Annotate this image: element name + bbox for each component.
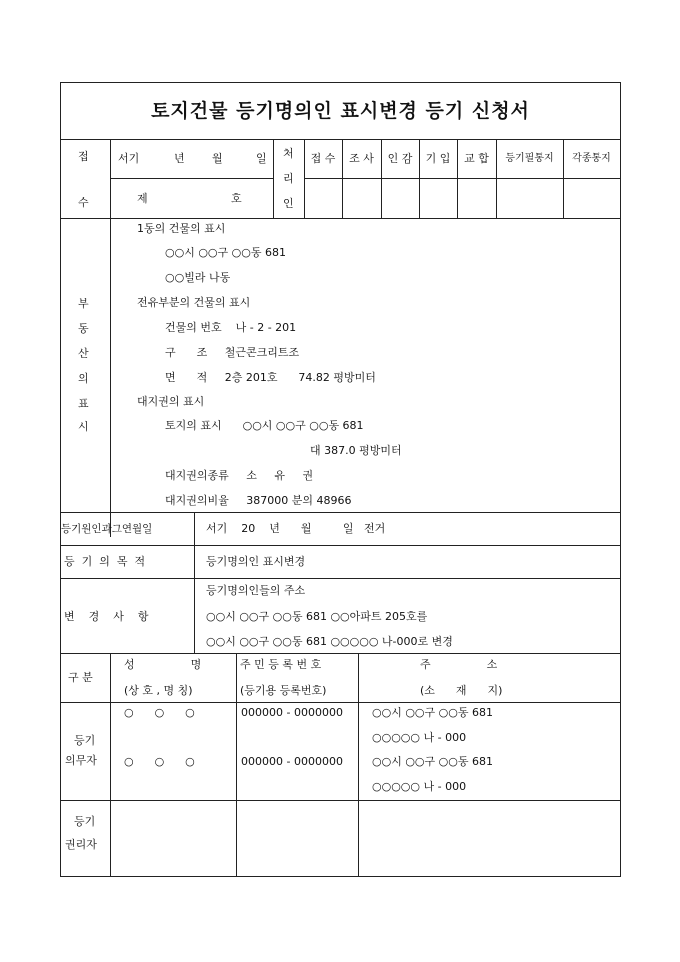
property-line: 대지권의 표시: [137, 395, 205, 408]
rule: [194, 512, 195, 653]
rule: [60, 800, 621, 801]
property-side-3: 산: [78, 347, 89, 360]
changes-label: 변 경 사 항: [64, 610, 149, 623]
name-header-bottom: (상 호 , 명 칭): [124, 684, 193, 697]
obligor-address-detail: ○○○○○ 나 - 000: [372, 780, 467, 793]
obligor-label-2: 의무자: [65, 754, 97, 767]
rule: [304, 178, 620, 179]
changes-line: ○○시 ○○구 ○○동 681 ○○○○○ 나-000로 변경: [206, 635, 453, 648]
property-line: 건물의 번호 나 - 2 - 201: [165, 321, 297, 334]
changes-line: 등기명의인들의 주소: [206, 584, 306, 597]
id-header-bottom: (등기용 등록번호): [240, 684, 327, 697]
property-line: 면 적 2층 201호 74.82 평방미터: [165, 371, 376, 384]
property-side-1: 부: [78, 297, 89, 310]
rule: [60, 218, 621, 219]
property-side-2: 동: [78, 322, 89, 335]
property-side-5: 표: [78, 397, 89, 410]
addr-header-top: 주 소: [420, 658, 498, 671]
property-line: 대지권의비율 387000 분의 48966: [165, 494, 352, 507]
property-line: 토지의 표시 ○○시 ○○구 ○○동 681: [165, 419, 364, 432]
property-line: ○○빌라 나동: [165, 271, 231, 284]
parties-division-label: 구 분: [68, 671, 93, 684]
number-ho: 호: [231, 192, 242, 205]
form-title: 토지건물 등기명의인 표시변경 등기 신청서: [151, 100, 530, 122]
rule: [273, 139, 274, 218]
date-year: 년: [174, 152, 185, 165]
col-seal: 인 감: [387, 152, 413, 165]
rule: [110, 178, 273, 179]
handler-label-3: 인: [283, 197, 294, 210]
handler-label-2: 리: [283, 172, 294, 185]
col-investigation: 조 사: [349, 152, 374, 165]
obligor-id: 000000 - 0000000: [241, 706, 343, 719]
col-completion-notice: 등기필통지: [505, 153, 554, 164]
col-collation: 교 합: [464, 152, 489, 165]
obligee-label-2: 권리자: [65, 838, 97, 851]
number-je: 제: [137, 192, 148, 205]
obligor-address: ○○시 ○○구 ○○동 681: [372, 706, 493, 719]
purpose-value: 등기명의인 표시변경: [206, 555, 306, 568]
obligor-id: 000000 - 0000000: [241, 755, 343, 768]
col-entry: 기 입: [425, 152, 451, 165]
purpose-label: 등 기 의 목 적: [64, 555, 146, 568]
property-line: 대 387.0 평방미터: [310, 444, 402, 457]
receipt-label-top: 접: [78, 150, 89, 163]
obligor-address-detail: ○○○○○ 나 - 000: [372, 731, 467, 744]
property-line: 전유부분의 건물의 표시: [137, 296, 251, 309]
rule: [60, 578, 621, 579]
cause-value: 서기 20 년 월 일 전거: [206, 522, 386, 535]
id-header-top: 주 민 등 록 번 호: [240, 658, 322, 671]
rule: [60, 512, 621, 513]
rule: [60, 653, 621, 654]
property-side-4: 의: [78, 372, 89, 385]
rule: [110, 653, 111, 877]
receipt-label-bottom: 수: [78, 196, 89, 209]
border-top: [60, 82, 621, 83]
changes-line: ○○시 ○○구 ○○동 681 ○○아파트 205호를: [206, 610, 428, 623]
rule: [60, 545, 621, 546]
property-line: ○○시 ○○구 ○○동 681: [165, 246, 286, 259]
property-line: 1동의 건물의 표시: [137, 222, 226, 235]
date-month: 월: [212, 152, 223, 165]
rule: [110, 139, 111, 537]
addr-header-bottom: (소 재 지): [420, 684, 503, 697]
rule: [236, 653, 237, 877]
col-receipt: 접 수: [310, 152, 336, 165]
obligor-label-1: 등기: [74, 734, 96, 747]
obligor-name: ○ ○ ○: [124, 706, 195, 719]
col-various-notice: 각종통지: [572, 153, 611, 164]
date-day: 일: [256, 152, 267, 165]
property-line: 대지권의종류 소 유 권: [165, 469, 314, 482]
cause-label: 등기원인과그연월일: [61, 523, 153, 535]
obligor-address: ○○시 ○○구 ○○동 681: [372, 755, 493, 768]
rule: [60, 702, 621, 703]
obligee-label-1: 등기: [74, 815, 96, 828]
border-left: [60, 82, 61, 877]
handler-label-1: 처: [283, 147, 294, 160]
property-side-6: 시: [78, 420, 89, 433]
border-right: [620, 82, 621, 877]
rule: [358, 653, 359, 877]
rule: [60, 139, 621, 140]
property-line: 구 조 철근콘크리트조: [165, 346, 300, 359]
date-seogi: 서기: [118, 152, 140, 165]
obligor-name: ○ ○ ○: [124, 755, 195, 768]
name-header-top: 성 명: [124, 658, 202, 671]
border-bottom: [60, 876, 621, 877]
